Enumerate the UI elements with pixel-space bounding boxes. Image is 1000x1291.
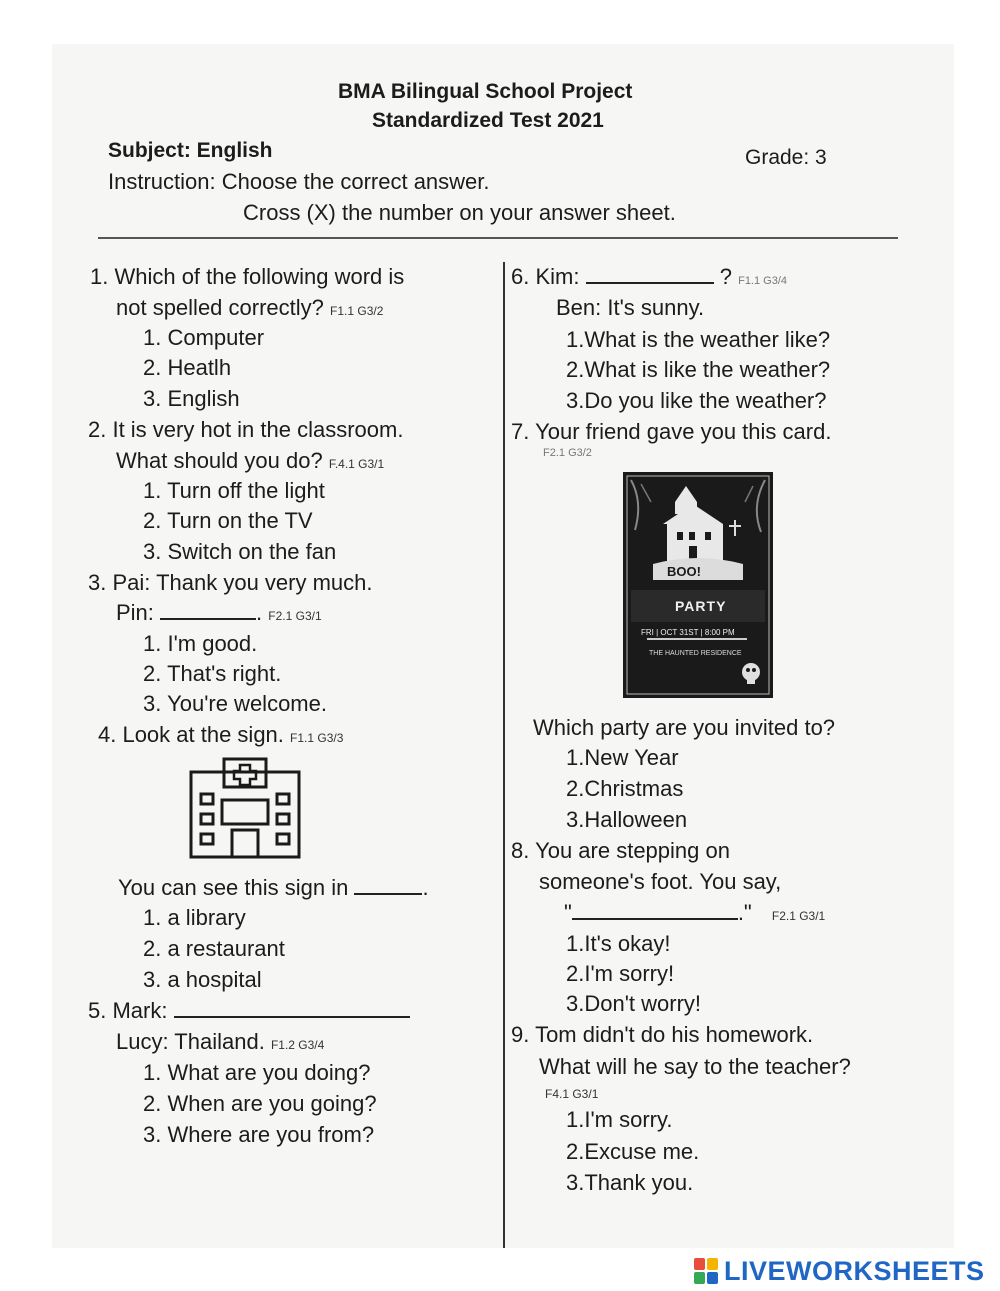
subject-label: Subject: English [108, 139, 273, 162]
q8-quote-close: ." [737, 900, 752, 925]
q4-option-1[interactable]: 1. a library [143, 905, 246, 930]
q2-code: F.4.1 G3/1 [328, 457, 385, 471]
q6-option-1[interactable]: 1.What is the weather like? [566, 327, 831, 352]
q8-line1: 8. You are stepping on [511, 838, 730, 863]
q3-option-2[interactable]: 2. That's right. [143, 661, 282, 686]
q5-option-3[interactable]: 3. Where are you from? [143, 1122, 375, 1147]
q1-text: not spelled correctly? [116, 295, 324, 320]
q3-option-1[interactable]: 1. I'm good. [143, 631, 258, 656]
q7-line1: 7. Your friend gave you this card. [511, 419, 832, 444]
q1-code: F1.1 G3/2 [330, 304, 384, 318]
q4-option-2[interactable]: 2. a restaurant [143, 936, 285, 961]
q4-period: . [422, 875, 429, 900]
q8-option-1[interactable]: 1.It's okay! [566, 931, 671, 956]
q2-option-3[interactable]: 3. Switch on the fan [143, 539, 337, 564]
hospital-sign-icon [188, 756, 302, 860]
q6-option-3[interactable]: 3.Do you like the weather? [566, 388, 827, 413]
q2-option-2[interactable]: 2. Turn on the TV [143, 508, 313, 533]
q2-text: What should you do? [116, 448, 323, 473]
q5-code: F1.2 G3/4 [270, 1038, 325, 1052]
card-boo: BOO! [667, 564, 701, 579]
q9-line2: What will he say to the teacher? [539, 1054, 851, 1079]
liveworksheets-icon [694, 1258, 718, 1284]
card-party: PARTY [675, 598, 727, 614]
q8-option-3[interactable]: 3.Don't worry! [566, 991, 702, 1016]
halloween-card [623, 472, 773, 698]
q5-answer-blank [174, 1016, 410, 1018]
q5-speaker: 5. Mark: [88, 998, 168, 1023]
q1-option-1[interactable]: 1. Computer [143, 325, 265, 350]
q3-line2 [116, 600, 322, 626]
q5-option-2[interactable]: 2. When are you going? [143, 1091, 377, 1116]
header-divider [98, 237, 898, 239]
q3-period: . [256, 600, 263, 625]
q1-line1: 1. Which of the following word is [90, 264, 405, 289]
q8-code: F2.1 G3/1 [771, 909, 826, 923]
q1-option-2[interactable]: 2. Heatlh [143, 355, 232, 380]
card-address: THE HAUNTED RESIDENCE [649, 650, 742, 657]
q9-option-1[interactable]: 1.I'm sorry. [566, 1107, 673, 1132]
school-title: BMA Bilingual School Project [338, 80, 633, 103]
liveworksheets-logo[interactable] [694, 1256, 985, 1286]
test-title: Standardized Test 2021 [372, 109, 604, 132]
q6-answer-blank [586, 282, 714, 284]
instruction-line-2: Cross (X) the number on your answer sheet. [243, 200, 676, 225]
q5-line1 [88, 998, 410, 1024]
q8-quote-open: " [564, 900, 572, 925]
q8-line3 [564, 900, 825, 926]
q7-option-3[interactable]: 3.Halloween [566, 807, 688, 832]
q5-text: Lucy: Thailand. [116, 1029, 265, 1054]
liveworksheets-brand: LIVEWORKSHEETS [724, 1255, 985, 1286]
q8-answer-blank [572, 918, 738, 920]
column-divider [503, 262, 505, 1248]
q6-line2: Ben: It's sunny. [556, 295, 705, 320]
q7-code: F2.1 G3/2 [543, 447, 592, 459]
q7-option-2[interactable]: 2.Christmas [566, 776, 684, 801]
q4-option-3[interactable]: 3. a hospital [143, 967, 262, 992]
q3-answer-blank [160, 618, 256, 620]
q5-line2 [116, 1029, 324, 1055]
q7-line2: Which party are you invited to? [533, 715, 836, 740]
card-date: FRI | OCT 31ST | 8:00 PM [641, 628, 735, 637]
q6-option-2[interactable]: 2.What is like the weather? [566, 357, 831, 382]
q4-code: F1.1 G3/3 [290, 731, 344, 745]
q9-code: F4.1 G3/1 [545, 1087, 599, 1101]
q5-option-1[interactable]: 1. What are you doing? [143, 1060, 371, 1085]
q4-line1 [98, 722, 343, 748]
haunted-house-icon [623, 472, 773, 698]
q6-question-mark: ? [719, 264, 732, 289]
grade-label: Grade: 3 [745, 146, 827, 169]
q3-code: F2.1 G3/1 [268, 609, 322, 623]
q1-line2 [116, 295, 383, 321]
q9-line1: 9. Tom didn't do his homework. [511, 1022, 814, 1047]
q4-question: You can see this sign in [118, 875, 349, 900]
q1-option-3[interactable]: 3. English [143, 386, 240, 411]
q3-option-3[interactable]: 3. You're welcome. [143, 691, 327, 716]
q6-line1 [511, 264, 787, 290]
q3-speaker: Pin: [116, 600, 154, 625]
q6-speaker: 6. Kim: [511, 264, 580, 289]
q8-line2: someone's foot. You say, [539, 869, 782, 894]
q2-line1: 2. It is very hot in the classroom. [88, 417, 404, 442]
instruction-line-1: Instruction: Choose the correct answer. [108, 169, 490, 194]
q4-answer-blank [354, 893, 422, 895]
q4-line2 [118, 875, 429, 901]
q2-line2 [116, 448, 384, 474]
q9-option-2[interactable]: 2.Excuse me. [566, 1139, 700, 1164]
q8-option-2[interactable]: 2.I'm sorry! [566, 961, 675, 986]
q3-line1: 3. Pai: Thank you very much. [88, 570, 373, 595]
q6-code: F1.1 G3/4 [738, 275, 788, 287]
q7-option-1[interactable]: 1.New Year [566, 745, 679, 770]
q9-option-3[interactable]: 3.Thank you. [566, 1170, 694, 1195]
q4-text: 4. Look at the sign. [98, 722, 284, 747]
q2-option-1[interactable]: 1. Turn off the light [143, 478, 325, 503]
